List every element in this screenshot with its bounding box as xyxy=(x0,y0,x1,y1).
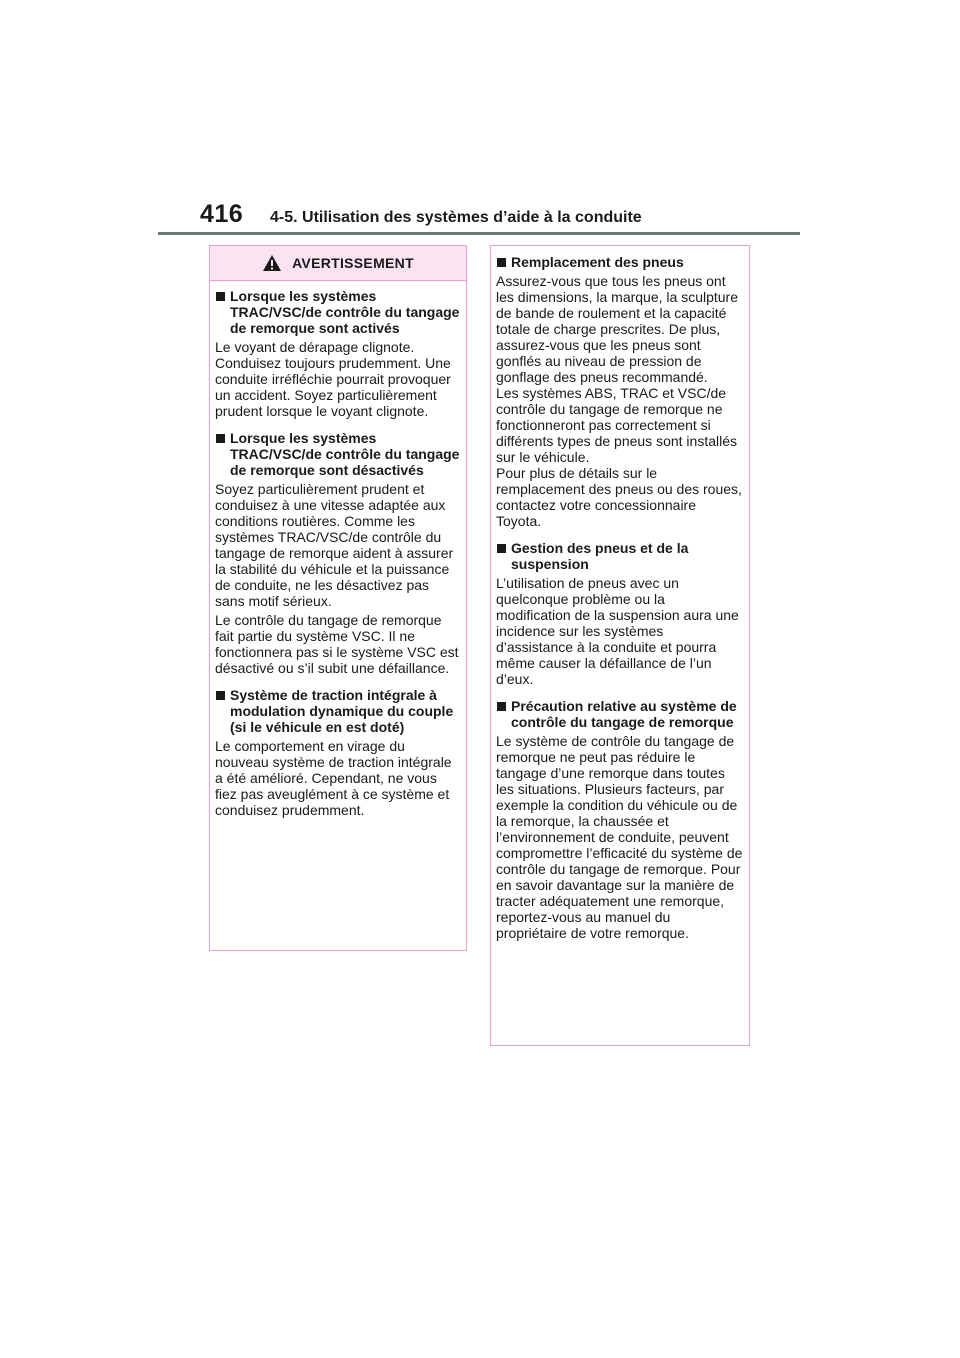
section-title: 4-5. Utilisation des systèmes d’aide à la conduite xyxy=(270,209,642,226)
bullet-square-icon xyxy=(216,434,225,443)
info-section-heading xyxy=(496,540,743,572)
info-box xyxy=(490,245,750,1046)
info-section-heading-text: Précaution relative au système de contrôle du tangage de remorque xyxy=(511,698,737,730)
info-section-heading-text: Gestion des pneus et de la suspension xyxy=(511,540,689,572)
bullet-square-icon xyxy=(216,691,225,700)
warning-box xyxy=(209,245,467,951)
warning-paragraph: Le voyant de dérapage clignote. Conduisez toujours prudemment. Une conduite irréfléchie pourrait provoquer un accident. Soyez particulièrement prudent lorsque le voyant clignote. xyxy=(215,339,451,419)
info-paragraph: Le système de contrôle du tangage de remorque ne peut pas réduire le tangage d’une remorque dans toutes les situations. Plusieurs facteurs, par exemple la condition du véhicule ou de la remorque, la chaussée et l’environnement de conduite, peuvent compromettre l’efficacité du système de contrôle du tangage de remorque. Pour en savoir davantage sur la manière de tracter adéquatement une remorque, reportez-vous au manuel du propriétaire de votre remorque. xyxy=(496,733,743,941)
bullet-square-icon xyxy=(497,258,506,267)
info-paragraph: Pour plus de détails sur le remplacement des pneus ou des roues, contactez votre concessionnaire Toyota. xyxy=(496,465,742,529)
info-section-heading xyxy=(496,698,743,730)
warning-paragraph: Soyez particulièrement prudent et conduisez à une vitesse adaptée aux conditions routières. Comme les systèmes TRAC/VSC/de contrôle du tangage de remorque aident à assurer la stabilité du véhicule et la puissance de conduite, ne les désactivez pas sans motif sérieux. xyxy=(215,481,454,609)
warning-header xyxy=(210,246,466,281)
warning-section-heading xyxy=(215,430,460,478)
warning-section-heading xyxy=(215,288,460,336)
info-paragraph: Assurez-vous que tous les pneus ont les dimensions, la marque, la sculpture de bande de roulement et la capacité totale de charge prescrites. De plus, assurez-vous que les pneus sont gonflés au niveau de pression de gonflage des pneus recommandé. xyxy=(496,273,739,385)
warning-section-heading-text: Lorsque les systèmes TRAC/VSC/de contrôle du tangage de remorque sont activés xyxy=(230,288,460,336)
bullet-square-icon xyxy=(497,544,506,553)
info-paragraph: Les systèmes ABS, TRAC et VSC/de contrôle du tangage de remorque ne fonctionneront pas correctement si différents types de pneus sont installés sur le véhicule. xyxy=(496,385,738,465)
warning-triangle-icon xyxy=(262,254,282,272)
warning-section-heading-text: Système de traction intégrale à modulation dynamique du couple (si le véhicule en est doté) xyxy=(230,687,454,735)
warning-paragraph: Le contrôle du tangage de remorque fait partie du système VSC. Il ne fonctionnera pas si le système VSC est désactivé ou s’il subit une défaillance. xyxy=(215,612,459,676)
warning-section-heading xyxy=(215,687,460,735)
bullet-square-icon xyxy=(216,292,225,301)
info-section-heading-text: Remplacement des pneus xyxy=(511,254,684,270)
warning-paragraph: Le comportement en virage du nouveau système de traction intégrale a été amélioré. Cependant, ne vous fiez pas aveuglément à ce système et conduisez prudemment. xyxy=(215,738,452,818)
warning-body xyxy=(210,288,466,818)
info-paragraph: L’utilisation de pneus avec un quelconque problème ou la modification de la suspension aura une incidence sur les systèmes d’assistance à la conduite et pourra même causer la défaillance de l’un d’eux. xyxy=(496,575,739,687)
page-number: 416 xyxy=(200,200,244,228)
info-section-heading xyxy=(496,254,743,270)
header-rule xyxy=(158,232,800,235)
info-body xyxy=(491,246,749,941)
warning-section-heading-text: Lorsque les systèmes TRAC/VSC/de contrôle du tangage de remorque sont désactivés xyxy=(230,430,460,478)
warning-title: AVERTISSEMENT xyxy=(292,255,414,271)
bullet-square-icon xyxy=(497,702,506,711)
